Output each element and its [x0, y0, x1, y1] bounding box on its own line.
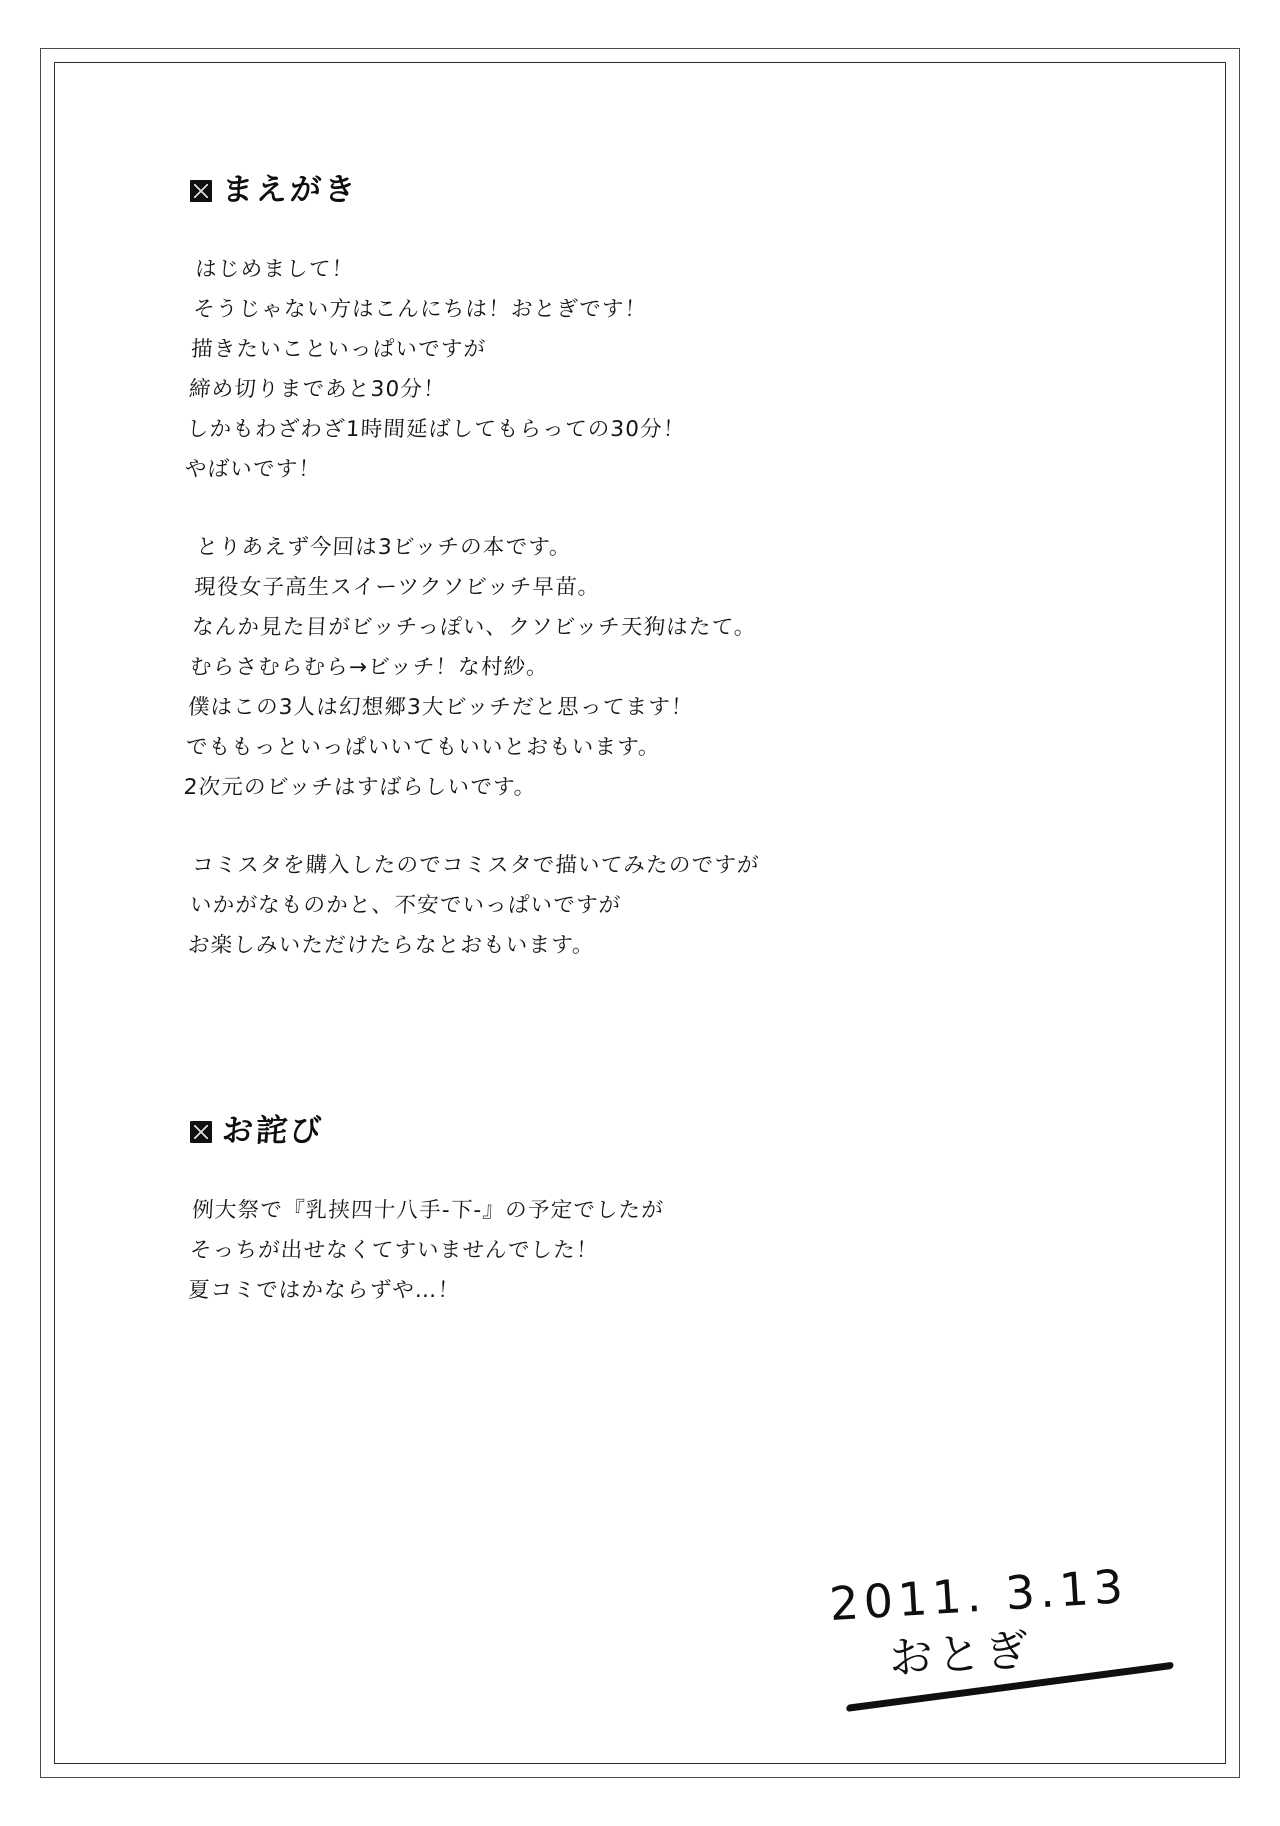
- preface-paragraph-2: とりあえず今回は3ビッチの本です。 現役女子高生スイーツクソビッチ早苗。 なんか見た目がビッチっぽい、クソビッチ天狗はたて。 むらさむらむら→ビッチ！な村紗。 僕はこの3人は幻想郷3大ビッチだと思ってます！ でももっといっぱいいてもいいとおもいます。 2次元のビッチはすばらしいです。: [183, 535, 758, 800]
- preface-heading-label: まえがき: [220, 172, 360, 208]
- section-apology: [187, 1113, 1160, 1311]
- apology-heading-label: お詫び: [220, 1113, 326, 1149]
- section-preface: [183, 172, 1160, 966]
- signature-name: おとぎ: [832, 1623, 1133, 1685]
- signature-block: [828, 1558, 1133, 1685]
- apology-paragraph-1: 例大祭で『乳挟四十八手-下-』の予定でしたが そっちが出せなくてすいませんでした！ 夏コミではかならずや…！: [187, 1198, 665, 1303]
- preface-heading: [190, 172, 1160, 208]
- signature-date: 2011. 3.13: [828, 1558, 1130, 1632]
- square-ornament-icon: [190, 180, 212, 202]
- signature-underline-stroke: [846, 1662, 1173, 1712]
- apology-heading: [190, 1113, 1160, 1149]
- page-content: [183, 172, 1160, 1736]
- preface-paragraph-3: コミスタを購入したのでコミスタで描いてみたのですが いかがなものかと、不安でいっぱいですが お楽しみいただけたらなとおもいます。: [187, 853, 761, 958]
- square-ornament-icon: [190, 1121, 212, 1143]
- preface-paragraph-1: はじめまして！ そうじゃない方はこんにちは！おとぎです！ 描きたいこといっぱいですが 締め切りまであと30分！ しかもわざわざ1時間延ばしてもらっての30分！ やばいです！: [184, 257, 687, 482]
- section-spacer: [190, 966, 1160, 1116]
